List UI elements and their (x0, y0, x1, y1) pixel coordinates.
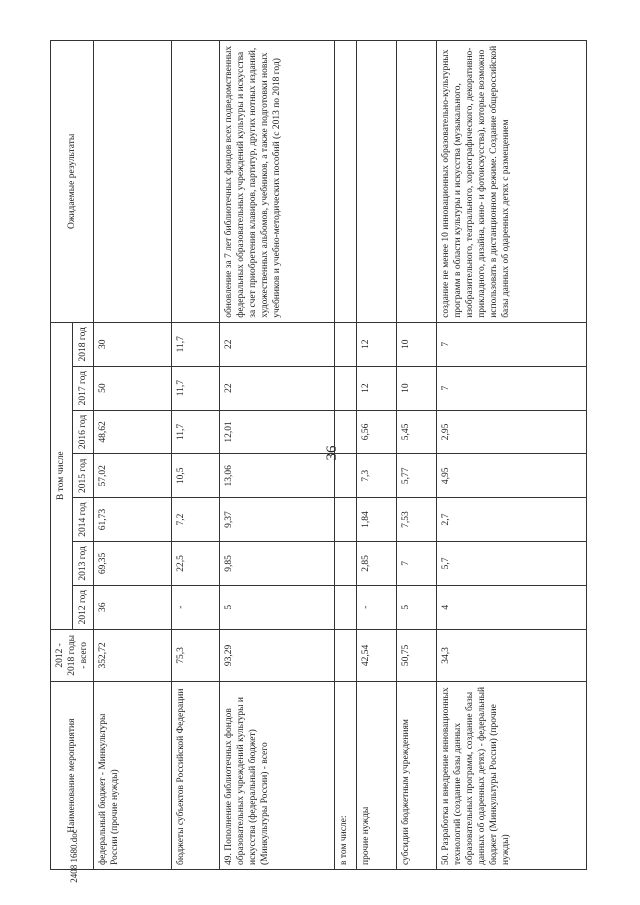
header-in-total: В том числе (51, 322, 73, 629)
total-cell (335, 629, 357, 682)
expected-result-cell: создание не менее 10 инновационных образовательно-культурных программ в области культуры и искусства (музыкального, изобразительного, театрального, хореографического, декоративно-прикладного, дизайна, кино- и фотоискусства), которые возможно использовать в дистанционном режиме. Создание общероссийской базы данных об одаренных детях с размещением (437, 41, 587, 323)
year-value-cell: 36 (94, 585, 172, 629)
activity-name-cell: бюджеты субъектов Российской Федерации (172, 682, 220, 870)
year-value-cell: 7,2 (172, 498, 220, 542)
year-value-cell: - (172, 585, 220, 629)
year-value-cell: 11,7 (172, 410, 220, 454)
year-value-cell: 13,06 (220, 454, 335, 498)
year-value-cell: - (357, 585, 397, 629)
year-value-cell: 4,95 (437, 454, 587, 498)
year-value-cell: 6,56 (357, 410, 397, 454)
year-value-cell: 10,5 (172, 454, 220, 498)
year-value-cell: 9,37 (220, 498, 335, 542)
table-row (94, 41, 172, 870)
budget-table (50, 40, 587, 870)
year-value-cell: 57,02 (94, 454, 172, 498)
total-cell: 34,3 (437, 629, 587, 682)
header-year: 2015 год (72, 454, 94, 498)
year-value-cell: 30 (94, 322, 172, 366)
year-value-cell: 48,62 (94, 410, 172, 454)
year-value-cell: 10 (397, 322, 437, 366)
year-value-cell: 11,7 (172, 366, 220, 410)
year-value-cell: 7 (437, 366, 587, 410)
activity-name-cell: субсидии бюджетным учреждениям (397, 682, 437, 870)
year-value-cell: 5,7 (437, 541, 587, 585)
year-value-cell (335, 585, 357, 629)
activity-name-cell: федеральный бюджет - Минкультуры России (прочие нужды) (94, 682, 172, 870)
total-cell: 75,3 (172, 629, 220, 682)
year-value-cell: 5,45 (397, 410, 437, 454)
header-total: 2012 - 2018 годы - всего (51, 629, 94, 682)
year-value-cell: 12,01 (220, 410, 335, 454)
budget-table-wrapper (50, 40, 590, 870)
year-value-cell: 5,77 (397, 454, 437, 498)
table-row (437, 41, 587, 870)
activity-name-cell: 49. Пополнение библиотечных фондов образовательных учреждений культуры и искусства (федеральный бюджет) (Минкультуры России) - всего (220, 682, 335, 870)
year-value-cell: 61,73 (94, 498, 172, 542)
year-value-cell: 7 (437, 322, 587, 366)
header-name: Наименование мероприятия (51, 682, 94, 870)
expected-result-cell (94, 41, 172, 323)
activity-name-cell: 50. Разработка и внедрение инновационных технологий (создание базы данных образовательных программ, создание базы данных об одаренных детях) - федеральный бюджет (Минкультуры России) (прочие нужды) (437, 682, 587, 870)
page-number: 36 (324, 445, 340, 461)
expected-result-cell (335, 41, 357, 323)
year-value-cell: 2,95 (437, 410, 587, 454)
expected-result-cell (357, 41, 397, 323)
activity-name-cell: прочие нужды (357, 682, 397, 870)
table-row (397, 41, 437, 870)
year-value-cell: 9,85 (220, 541, 335, 585)
total-cell: 42,54 (357, 629, 397, 682)
header-year: 2018 год (72, 322, 94, 366)
year-value-cell: 22 (220, 322, 335, 366)
header-year: 2013 год (72, 541, 94, 585)
year-value-cell: 4 (437, 585, 587, 629)
header-year: 2014 год (72, 498, 94, 542)
expected-result-cell (397, 41, 437, 323)
activity-name-cell: в том числе: (335, 682, 357, 870)
header-year: 2017 год (72, 366, 94, 410)
year-value-cell: 12 (357, 322, 397, 366)
year-value-cell: 2,7 (437, 498, 587, 542)
year-value-cell: 22,5 (172, 541, 220, 585)
expected-result-cell (172, 41, 220, 323)
year-value-cell (335, 410, 357, 454)
table-row (357, 41, 397, 870)
header-year: 2012 год (72, 585, 94, 629)
year-value-cell: 2,85 (357, 541, 397, 585)
table-row (335, 41, 357, 870)
year-value-cell: 50 (94, 366, 172, 410)
year-value-cell (335, 541, 357, 585)
year-value-cell: 7,53 (397, 498, 437, 542)
document-footer: 2408 1680.doc (69, 829, 79, 883)
year-value-cell (335, 498, 357, 542)
table-row (220, 41, 335, 870)
year-value-cell: 10 (397, 366, 437, 410)
year-value-cell: 22 (220, 366, 335, 410)
year-value-cell: 12 (357, 366, 397, 410)
year-value-cell (335, 454, 357, 498)
year-value-cell: 11,7 (172, 322, 220, 366)
table-row (172, 41, 220, 870)
total-cell: 50,75 (397, 629, 437, 682)
header-results: Ожидаемые результаты (51, 41, 94, 323)
year-value-cell (335, 366, 357, 410)
total-cell: 93,29 (220, 629, 335, 682)
year-value-cell: 5 (220, 585, 335, 629)
year-value-cell: 7 (397, 541, 437, 585)
expected-result-cell: обновление за 7 лет библиотечных фондов всех подведомственных федеральных образовательных учреждений культуры и искусства за счет приобретения клавиров, партитур, других нотных изданий, художественных альбомов, учебников, а также подготовки новых учебников и учебно-методических пособий (с 2013 по 2018 год) (220, 41, 335, 323)
total-cell: 352,72 (94, 629, 172, 682)
year-value-cell: 69,35 (94, 541, 172, 585)
header-year: 2016 год (72, 410, 94, 454)
year-value-cell: 7,3 (357, 454, 397, 498)
year-value-cell: 5 (397, 585, 437, 629)
year-value-cell: 1,84 (357, 498, 397, 542)
year-value-cell (335, 322, 357, 366)
